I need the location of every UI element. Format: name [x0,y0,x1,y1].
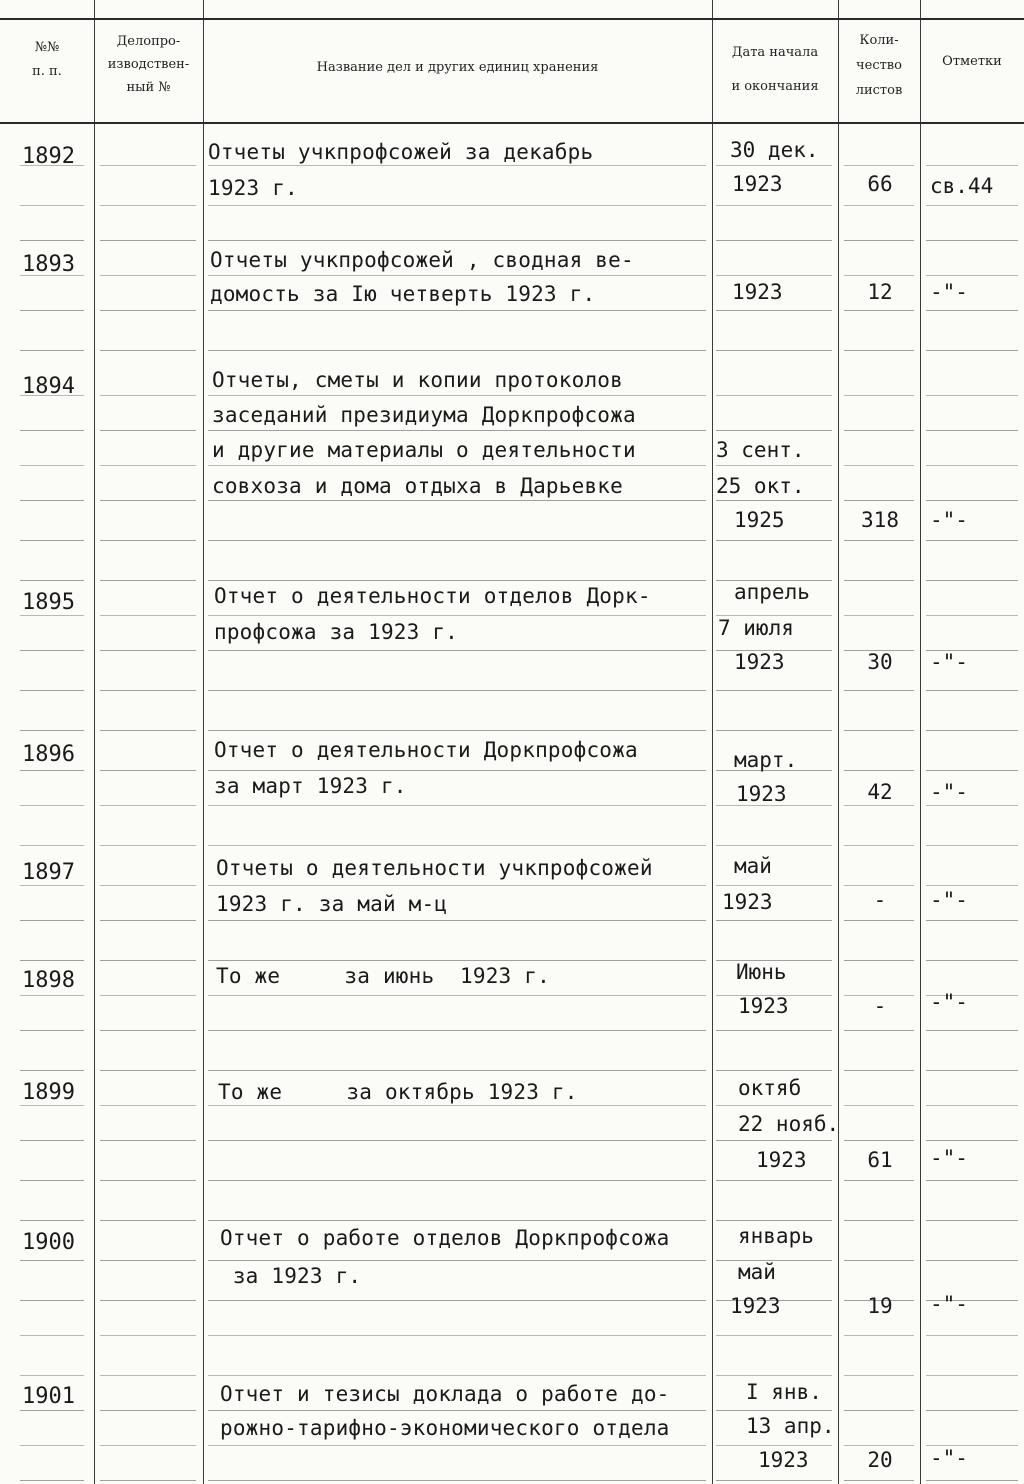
ruled-line [100,430,196,431]
ruled-line [20,1070,84,1071]
ruled-line [20,1410,84,1411]
ruled-line [926,165,1018,166]
ruled-line [844,845,914,846]
record-date: 1923 [732,172,783,196]
ruled-line [100,500,196,501]
ruled-line [208,650,706,651]
ruled-line [100,615,196,616]
ruled-line [926,1180,1018,1181]
ruled-line [20,1335,84,1336]
record-title-line: Отчеты о деятельности учкпрофсожей [216,856,653,880]
ruled-line [208,465,706,466]
ruled-line [20,845,84,846]
ruled-line [926,1375,1018,1376]
ruled-line [20,1480,84,1481]
ruled-line [20,1445,84,1446]
ruled-line [100,1300,196,1301]
ruled-line [716,465,832,466]
ruled-line [20,1105,84,1106]
record-title-line: 1923 г. [208,176,298,200]
ruled-line [100,1180,196,1181]
ruled-line [208,275,706,276]
ruled-line [100,395,196,396]
record-sheets: 318 [861,508,899,532]
ruled-line [844,690,914,691]
header-top-rule [0,18,1024,20]
record-number: 1900 [22,1230,75,1255]
ruled-line [208,1220,706,1221]
ruled-line [100,540,196,541]
record-sheets: 66 [867,172,893,196]
ruled-line [208,1180,706,1181]
ruled-line [844,165,914,166]
record-title-line: То же за июнь 1923 г. [216,964,550,988]
ruled-line [844,580,914,581]
ruled-line [926,920,1018,921]
ruled-line [716,205,832,206]
ruled-line [716,165,832,166]
ruled-line [20,615,84,616]
record-number: 1896 [22,742,75,767]
record-date: 1923 [722,890,773,914]
record-date: 1923 [734,650,785,674]
ruled-line [844,1070,914,1071]
ruled-line [100,1410,196,1411]
ruled-line [716,1375,832,1376]
record-mark: св.44 [930,174,994,198]
ruled-line [716,1335,832,1336]
record-title-line: заседаний президиума Доркпрофсожа [212,403,636,427]
ruled-line [208,1480,706,1481]
ruled-line [844,430,914,431]
record-date: 1923 [758,1448,809,1472]
ruled-line [926,240,1018,241]
column-divider [203,0,204,1484]
ruled-line [844,395,914,396]
ruled-line [20,1260,84,1261]
ruled-line [20,1220,84,1221]
ruled-line [100,1375,196,1376]
ruled-line [20,310,84,311]
ruled-line [208,1410,706,1411]
record-mark: -"- [930,1292,968,1316]
ruled-line [716,1140,832,1141]
record-date: 1923 [756,1148,807,1172]
ruled-line [716,845,832,846]
ruled-line [926,275,1018,276]
ruled-line [20,995,84,996]
record-sheets: 12 [867,280,893,304]
record-mark: -"- [930,508,968,532]
ruled-line [20,465,84,466]
ruled-line [844,240,914,241]
record-date: 3 сент. [716,438,805,462]
record-date: май [734,854,772,878]
ruled-line [208,1300,706,1301]
ruled-line [100,465,196,466]
record-mark: -"- [930,990,968,1014]
record-date: 7 июля [718,616,794,640]
ruled-line [926,805,1018,806]
record-number: 1893 [22,252,75,277]
ruled-line [926,310,1018,311]
record-date: I янв. [746,1380,822,1404]
ruled-line [844,1140,914,1141]
ruled-line [926,540,1018,541]
ruled-line [844,920,914,921]
ruled-line [716,1220,832,1221]
ruled-line [716,275,832,276]
ruled-line [20,1030,84,1031]
ruled-line [926,1030,1018,1031]
ruled-line [20,650,84,651]
ruled-line [844,350,914,351]
ruled-line [208,805,706,806]
ruled-line [100,730,196,731]
ruled-line [926,205,1018,206]
ruled-line [100,275,196,276]
ruled-line [100,165,196,166]
ruled-line [844,960,914,961]
ruled-line [844,1260,914,1261]
record-sheets: 61 [867,1148,893,1172]
header-marks: Отметки [942,54,1002,69]
ruled-line [844,1445,914,1446]
ruled-line [926,1220,1018,1221]
ruled-line [20,540,84,541]
record-title-line: 1923 г. за май м-ц [216,892,448,916]
ruled-line [100,960,196,961]
record-title-line: и другие материалы о деятельности [212,438,636,462]
record-date: 1923 [736,782,787,806]
ruled-line [20,920,84,921]
ruled-line [926,350,1018,351]
ruled-line [208,500,706,501]
ruled-line [716,885,832,886]
ruled-line [20,500,84,501]
ruled-line [100,1480,196,1481]
ruled-line [926,1140,1018,1141]
ruled-line [20,805,84,806]
record-date: октяб [738,1076,802,1100]
ruled-line [716,350,832,351]
ruled-line [844,885,914,886]
ruled-line [716,540,832,541]
ruled-line [20,350,84,351]
record-number: 1899 [22,1080,75,1105]
ruled-line [100,690,196,691]
ruled-line [20,580,84,581]
ruled-line [716,730,832,731]
record-sheets: 30 [867,650,893,674]
ruled-line [208,845,706,846]
ruled-line [926,690,1018,691]
ruled-line [716,395,832,396]
ruled-line [208,770,706,771]
ruled-line [100,885,196,886]
ruled-line [20,885,84,886]
ruled-line [716,1445,832,1446]
ruled-line [844,310,914,311]
ruled-line [716,1480,832,1481]
ruled-line [208,615,706,616]
header-number: №№ п. п. [32,40,62,79]
ruled-line [844,1375,914,1376]
ruled-line [208,350,706,351]
record-date: апрель [734,580,810,604]
ruled-line [844,615,914,616]
ruled-line [716,1070,832,1071]
ruled-line [926,580,1018,581]
record-title-line: Отчет о работе отделов Доркпрофсожа [220,1226,670,1250]
ruled-line [844,1180,914,1181]
ruled-line [716,1180,832,1181]
ruled-line [716,430,832,431]
record-title-line: домость за Iю четверть 1923 г. [210,282,596,306]
ruled-line [716,1030,832,1031]
record-title-line: совхоза и дома отдыха в Дарьевке [212,474,623,498]
ruled-line [20,730,84,731]
ruled-line [20,430,84,431]
ruled-line [926,615,1018,616]
ruled-line [208,205,706,206]
ruled-line [208,885,706,886]
ruled-line [100,1220,196,1221]
ruled-line [100,920,196,921]
ruled-line [926,500,1018,501]
header-bottom-rule [0,122,1024,124]
record-date: 1923 [738,994,789,1018]
ruled-line [208,1105,706,1106]
ruled-line [208,395,706,396]
record-title-line: Отчет о деятельности Доркпрофсожа [214,738,638,762]
record-title-line: рожно-тарифно-экономического отдела [220,1416,670,1440]
ruled-line [20,960,84,961]
ruled-line [844,275,914,276]
record-sheets: 20 [867,1448,893,1472]
record-number: 1892 [22,144,75,169]
ruled-line [926,1335,1018,1336]
record-date: 25 окт. [716,474,805,498]
ruled-line [100,1105,196,1106]
ruled-line [716,920,832,921]
ruled-line [100,995,196,996]
record-title-line: Отчет о деятельности отделов Дорк- [214,584,651,608]
record-date: 13 апр. [746,1414,835,1438]
record-number: 1901 [22,1384,75,1409]
record-number: 1895 [22,590,75,615]
ruled-line [208,580,706,581]
ruled-line [926,960,1018,961]
ruled-line [716,500,832,501]
ruled-line [844,1410,914,1411]
record-date: 30 дек. [730,138,819,162]
record-mark: -"- [930,888,968,912]
ruled-line [208,430,706,431]
record-title-line: за март 1923 г. [214,774,407,798]
ruled-line [20,770,84,771]
record-date: март. [734,748,798,772]
record-title-line: То же за октябрь 1923 г. [218,1080,578,1104]
record-date: 1925 [734,508,785,532]
column-divider [920,0,921,1484]
ruled-line [20,205,84,206]
ruled-line [20,240,84,241]
record-date: 1923 [732,280,783,304]
record-number: 1894 [22,374,75,399]
record-title-line: профсожа за 1923 г. [214,620,459,644]
ruled-line [926,430,1018,431]
ruled-line [208,690,706,691]
ruled-line [844,205,914,206]
ruled-line [844,500,914,501]
ruled-line [208,1070,706,1071]
ruled-line [100,805,196,806]
record-date: январь [738,1224,814,1248]
ruled-line [844,1105,914,1106]
column-divider [838,0,839,1484]
record-title-line: Отчеты учкпрофсожей , сводная ве- [210,248,634,272]
ruled-line [100,310,196,311]
ruled-line [844,1480,914,1481]
ruled-line [844,1030,914,1031]
ruled-line [844,540,914,541]
ruled-line [716,310,832,311]
header-dates: Дата начала и окончания [731,45,819,94]
ruled-line [20,690,84,691]
ruled-line [100,1140,196,1141]
ruled-line [208,310,706,311]
ruled-line [716,1410,832,1411]
ruled-line [926,885,1018,886]
ruled-line [100,770,196,771]
record-sheets: 42 [867,780,893,804]
record-sheets: - [873,888,887,912]
ruled-line [100,1335,196,1336]
ruled-line [20,1375,84,1376]
column-divider [712,0,713,1484]
ruled-line [208,1140,706,1141]
record-sheets: - [873,994,887,1018]
ruled-line [100,580,196,581]
ruled-line [100,1070,196,1071]
ruled-line [100,1445,196,1446]
ruled-line [100,240,196,241]
ruled-line [926,395,1018,396]
ruled-line [926,730,1018,731]
ruled-line [926,1410,1018,1411]
header-title: Название дел и других единиц хранения [316,60,599,75]
ruled-line [716,1105,832,1106]
ruled-line [100,1030,196,1031]
ruled-line [844,1335,914,1336]
record-date: 1923 [730,1294,781,1318]
record-sheets: 19 [867,1294,893,1318]
column-divider [94,0,95,1484]
record-mark: -"- [930,1446,968,1470]
record-date: май [738,1260,776,1284]
record-mark: -"- [930,1146,968,1170]
ruled-line [208,1260,706,1261]
ruled-line [926,770,1018,771]
ruled-line [208,995,706,996]
ruled-line [926,1480,1018,1481]
ruled-line [716,240,832,241]
ruled-line [926,1070,1018,1071]
ruled-line [926,1260,1018,1261]
record-mark: -"- [930,780,968,804]
ruled-line [208,1375,706,1376]
ruled-line [208,920,706,921]
ruled-line [20,1300,84,1301]
record-mark: -"- [930,280,968,304]
ruled-line [844,465,914,466]
ruled-line [208,1030,706,1031]
ruled-line [208,540,706,541]
ruled-line [844,1220,914,1221]
ruled-line [100,1260,196,1261]
record-date: Июнь [736,960,787,984]
record-title-line: за 1923 г. [220,1264,362,1288]
record-title-line: Отчет и тезисы доклада о работе до- [220,1382,670,1406]
ruled-line [20,1180,84,1181]
header-office-number: Делопро- изводствен- ный № [107,34,190,95]
ruled-line [20,1140,84,1141]
ruled-line [100,650,196,651]
header-sheets: Коли- чество листов [855,33,903,98]
ruled-line [100,350,196,351]
record-mark: -"- [930,650,968,674]
ruled-line [208,730,706,731]
ruled-line [208,960,706,961]
ruled-line [844,770,914,771]
record-number: 1898 [22,968,75,993]
ruled-line [208,165,706,166]
record-date: 22 нояб. [738,1112,840,1136]
ruled-line [926,1105,1018,1106]
record-title-line: Отчеты учкпрофсожей за декабрь [208,140,594,164]
ruled-line [926,845,1018,846]
ruled-line [100,845,196,846]
record-title-line: Отчеты, сметы и копии протоколов [212,368,623,392]
ruled-line [208,1335,706,1336]
ruled-line [716,690,832,691]
record-number: 1897 [22,860,75,885]
ruled-line [926,465,1018,466]
ruled-line [208,240,706,241]
ruled-line [208,1445,706,1446]
ruled-line [844,805,914,806]
ruled-line [100,205,196,206]
ruled-line [844,730,914,731]
